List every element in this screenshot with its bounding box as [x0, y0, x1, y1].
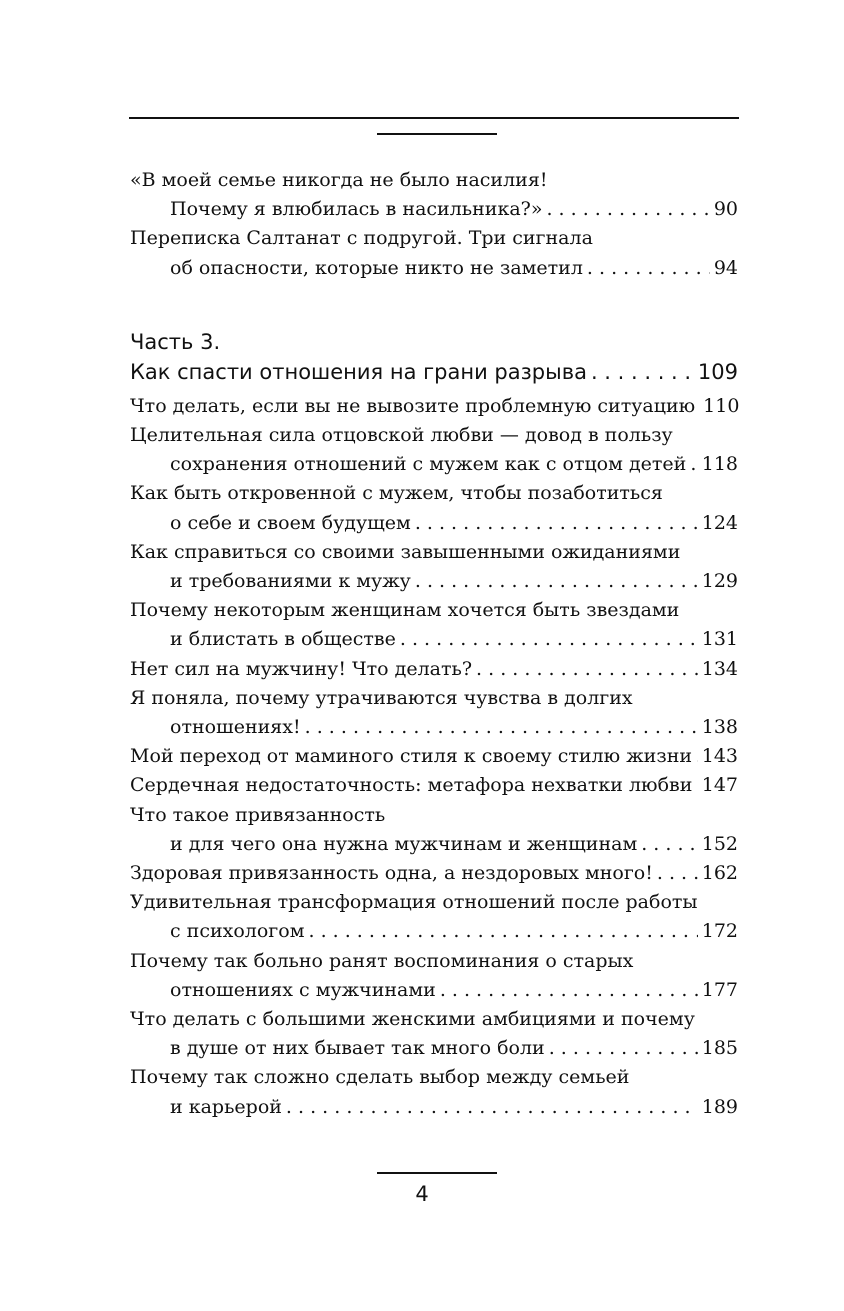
toc-entry[interactable] [130, 1063, 738, 1121]
intro-entries [130, 166, 738, 283]
toc-entry[interactable] [130, 224, 738, 282]
toc-entry-page: 189 [701, 1095, 738, 1118]
toc-entry-line: Почему так сложно сделать выбор между семьей [130, 1066, 630, 1089]
toc-entry[interactable] [130, 742, 738, 771]
leader-dots [286, 1093, 698, 1122]
toc-entry-page: 110 [703, 394, 740, 417]
toc-entry-title: сохранения отношений с мужем как с отцом детей [170, 453, 687, 476]
leader-dots [305, 713, 698, 742]
leader-dots [657, 859, 698, 888]
toc-entry[interactable] [130, 166, 738, 224]
leader-dots [591, 357, 694, 388]
toc-entry-title: Мой переход от маминого стиля к своему стилю жизни [130, 745, 693, 768]
toc-entry-page: 131 [701, 628, 738, 651]
leader-dots [400, 625, 698, 654]
toc-entry-title: и блистать в обществе [170, 628, 396, 651]
part-label: Часть 3. [130, 329, 221, 354]
part-heading[interactable] [130, 327, 738, 388]
leader-dots [696, 742, 698, 771]
leader-dots [587, 254, 710, 283]
toc-entry-page: 134 [701, 657, 738, 680]
top-rule [129, 117, 739, 119]
toc-entry-line: Почему так больно ранят воспоминания о старых [130, 949, 634, 972]
toc-entry-page: 94 [713, 256, 738, 279]
leader-dots [690, 450, 697, 479]
toc-entry[interactable] [130, 1005, 738, 1063]
toc-entry-title: и для чего она нужна мужчинам и женщинам [170, 832, 638, 855]
toc-entry-title: отношениях с мужчинами [170, 978, 436, 1001]
toc-entry[interactable] [130, 479, 738, 537]
toc-entry-line: Удивительная трансформация отношений после работы [130, 891, 698, 914]
toc-entry-title: Почему я влюбилась в насильника?» [170, 198, 543, 221]
footer-divider [377, 1172, 497, 1174]
toc-entry-page: 90 [713, 198, 738, 221]
leader-dots [415, 509, 698, 538]
toc-entry[interactable] [130, 801, 738, 859]
toc-entry[interactable] [130, 771, 738, 800]
toc-entry-line: Что делать с большими женскими амбициями и почему [130, 1008, 695, 1031]
toc-entry-page: 143 [701, 745, 738, 768]
toc-entry-line: Переписка Салтанат с подругой. Три сигнала [130, 227, 593, 250]
toc-entry-page: 124 [701, 511, 738, 534]
toc-entry[interactable] [130, 859, 738, 888]
toc-entry[interactable] [130, 421, 738, 479]
toc-entry-page: 147 [701, 774, 738, 797]
toc-entry-title: и требованиями к мужу [170, 570, 411, 593]
toc-entry-title: с психологом [170, 920, 305, 943]
leader-dots [546, 195, 709, 224]
toc-entry-title: о себе и своем будущем [170, 511, 411, 534]
toc-entry-page: 172 [701, 920, 738, 943]
toc-entry-line: Целительная сила отцовской любви — довод в пользу [130, 424, 673, 447]
leader-dots [440, 976, 698, 1005]
leader-dots [696, 771, 697, 800]
toc-entry-page: 162 [701, 862, 738, 885]
toc-entry-line: Как справиться со своими завышенными ожиданиями [130, 540, 681, 563]
toc-entry-title: и карьерой [170, 1095, 282, 1118]
leader-dots [641, 830, 698, 859]
toc-entry-line: Я поняла, почему утрачиваются чувства в долгих [130, 686, 633, 709]
toc-entry[interactable] [130, 684, 738, 742]
header-divider [377, 133, 497, 135]
part-title: Как спасти отношения на грани разрыва [130, 359, 587, 384]
leader-dots [415, 567, 698, 596]
part-page: 109 [697, 359, 738, 384]
toc-entry-title: об опасности, которые никто не заметил [170, 256, 583, 279]
toc-entry[interactable] [130, 392, 738, 421]
toc-entry[interactable] [130, 538, 738, 596]
toc-entry[interactable] [130, 947, 738, 1005]
toc-entry-page: 138 [701, 716, 738, 739]
toc-entry-title: Нет сил на мужчину! Что делать? [130, 657, 473, 680]
toc-entry-page: 185 [701, 1037, 738, 1060]
toc-entry[interactable] [130, 888, 738, 946]
page-number: 4 [415, 1182, 429, 1206]
leader-dots [476, 655, 698, 684]
toc-entry-title: в душе от них бывает так много боли [170, 1037, 545, 1060]
table-of-contents [130, 166, 738, 1122]
toc-entry-title: Здоровая привязанность одна, а нездоровых много! [130, 862, 653, 885]
toc-entry-line: «В моей семье никогда не было насилия! [130, 169, 548, 191]
toc-entry-page: 118 [701, 453, 738, 476]
toc-entry[interactable] [130, 596, 738, 654]
toc-entry-line: Как быть откровенной с мужем, чтобы позаботиться [130, 482, 663, 505]
toc-entry-title: Что делать, если вы не вывозите проблемную ситуацию [130, 394, 696, 417]
toc-entry-title: отношениях! [170, 716, 301, 739]
toc-entry-line: Что такое привязанность [130, 803, 386, 826]
leader-dots [549, 1034, 698, 1063]
toc-entry-page: 152 [701, 832, 738, 855]
toc-entry-page: 129 [701, 570, 738, 593]
toc-entry-page: 177 [701, 978, 738, 1001]
toc-entry[interactable] [130, 655, 738, 684]
toc-entry-line: Почему некоторым женщинам хочется быть звездами [130, 599, 680, 622]
leader-dots [308, 917, 697, 946]
toc-entries [130, 392, 738, 1122]
toc-entry-title: Сердечная недостаточность: метафора нехватки любви [130, 774, 693, 797]
